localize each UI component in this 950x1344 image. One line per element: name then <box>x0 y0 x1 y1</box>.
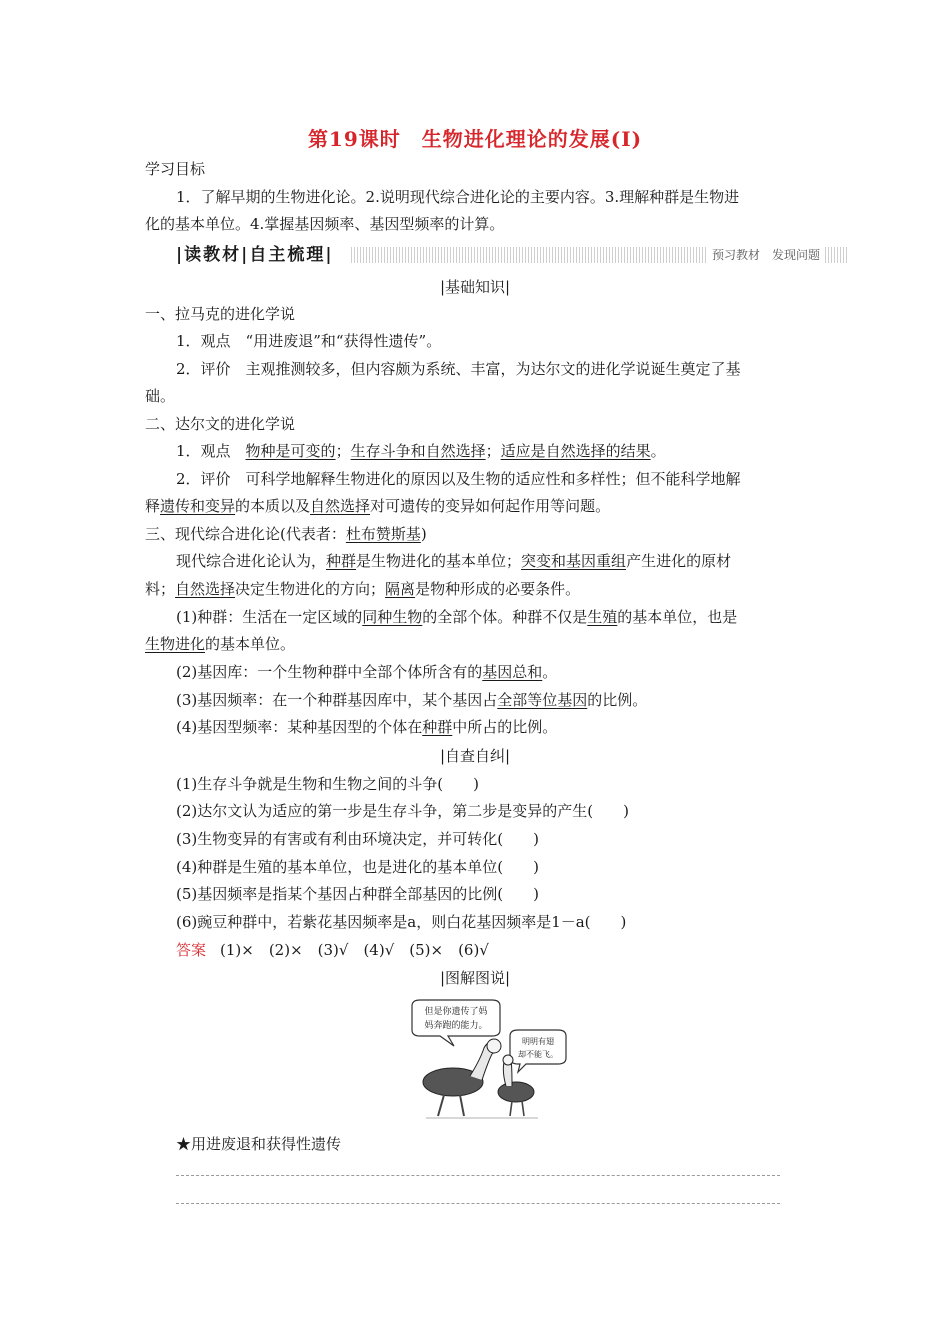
s1-p1: 1．观点 “用进废退”和“获得性遗传”。 <box>176 332 442 350</box>
page-title: 第19课时 生物进化理论的发展(Ⅰ) <box>307 127 643 151</box>
s3-item-1b: 生物进化的基本单位。 <box>145 635 296 653</box>
s1-p2b: 础。 <box>145 387 176 405</box>
check-q2: (2)达尔文认为适应的第一步是生存斗争，第二步是变异的产生( ) <box>176 802 629 820</box>
ostrich-cartoon <box>408 1000 558 1120</box>
check-q4: (4)种群是生殖的基本单位，也是进化的基本单位( ) <box>176 858 539 876</box>
s3-title: 三、现代综合进化论(代表者：杜布赞斯基) <box>145 525 427 543</box>
objectives-line-1: 1．了解早期的生物进化论。2.说明现代综合进化论的主要内容。3.理解种群是生物进 <box>176 188 740 206</box>
bubble-2-line-2: 却不能飞。 <box>518 1050 558 1059</box>
banner-right-label: 预习教材 发现问题 <box>708 244 824 266</box>
illustration-caption: ★用进废退和获得性遗传 <box>176 1135 342 1153</box>
s1-title: 一、拉马克的进化学说 <box>145 305 296 323</box>
check-q3: (3)生物变异的有害或有利由环境决定，并可转化( ) <box>176 830 539 848</box>
s1-p2a: 2．评价 主观推测较多，但内容颇为系统、丰富，为达尔文的进化学说诞生奠定了基 <box>176 360 741 378</box>
s3-item-1: (1)种群：生活在一定区域的同种生物的全部个体。种群不仅是生殖的基本单位，也是 <box>176 608 738 626</box>
basic-knowledge-heading: |基础知识| <box>439 278 511 296</box>
s2-p1: 1．观点 物种是可变的；生存斗争和自然选择；适应是自然选择的结果。 <box>176 442 666 460</box>
s2-term-1: 物种是可变的 <box>245 442 336 460</box>
s3-item-4: (4)基因型频率：某种基因型的个体在种群中所占的比例。 <box>176 718 558 736</box>
bubble-2-line-1: 明明有翅 <box>522 1037 554 1046</box>
bubble-1-line-2: 妈奔跑的能力。 <box>424 1021 488 1031</box>
answer-values: (1)× (2)× (3)√ (4)√ (5)× (6)√ <box>220 941 489 959</box>
answer-line <box>176 939 489 960</box>
check-q1: (1)生存斗争就是生物和生物之间的斗争( ) <box>176 775 479 793</box>
s2-p2a: 2．评价 可科学地解释生物进化的原因以及生物的适应性和多样性；但不能科学地解 <box>176 470 741 488</box>
bubble-1-line-1: 但是你遗传了妈 <box>424 1007 488 1017</box>
s3-p1: 现代综合进化论认为，种群是生物进化的基本单位；突变和基因重组产生进化的原材 <box>176 552 732 570</box>
check-q6: (6)豌豆种群中，若紫花基因频率是a，则白花基因频率是1－a( ) <box>176 913 627 931</box>
banner-left-label: |读教材|自主梳理| <box>176 245 334 265</box>
s3-p2: 料；自然选择决定生物进化的方向；隔离是物种形成的必要条件。 <box>145 580 581 598</box>
check-q5: (5)基因频率是指某个基因占种群全部基因的比例( ) <box>176 885 539 903</box>
section-banner <box>176 244 848 266</box>
s3-item-3: (3)基因频率：在一个种群基因库中，某个基因占全部等位基因的比例。 <box>176 691 648 709</box>
objectives-line-2: 化的基本单位。4.掌握基因频率、基因型频率的计算。 <box>145 215 505 233</box>
answer-rule-1 <box>176 1175 780 1176</box>
s3-item-2: (2)基因库：一个生物种群中全部个体所含有的基因总和。 <box>176 663 558 681</box>
s2-term-2: 生存斗争和自然选择 <box>350 442 486 460</box>
s2-term-3: 适应是自然选择的结果 <box>500 442 651 460</box>
s2-p2b: 释遗传和变异的本质以及自然选择对可遗传的变异如何起作用等问题。 <box>145 497 611 515</box>
s2-title: 二、达尔文的进化学说 <box>145 415 296 433</box>
self-check-heading: |自查自纠| <box>439 747 511 765</box>
illustration-heading: |图解图说| <box>439 969 511 987</box>
answer-label: 答案 <box>176 941 207 959</box>
answer-rule-2 <box>176 1203 780 1204</box>
objectives-heading: 学习目标 <box>145 160 206 178</box>
